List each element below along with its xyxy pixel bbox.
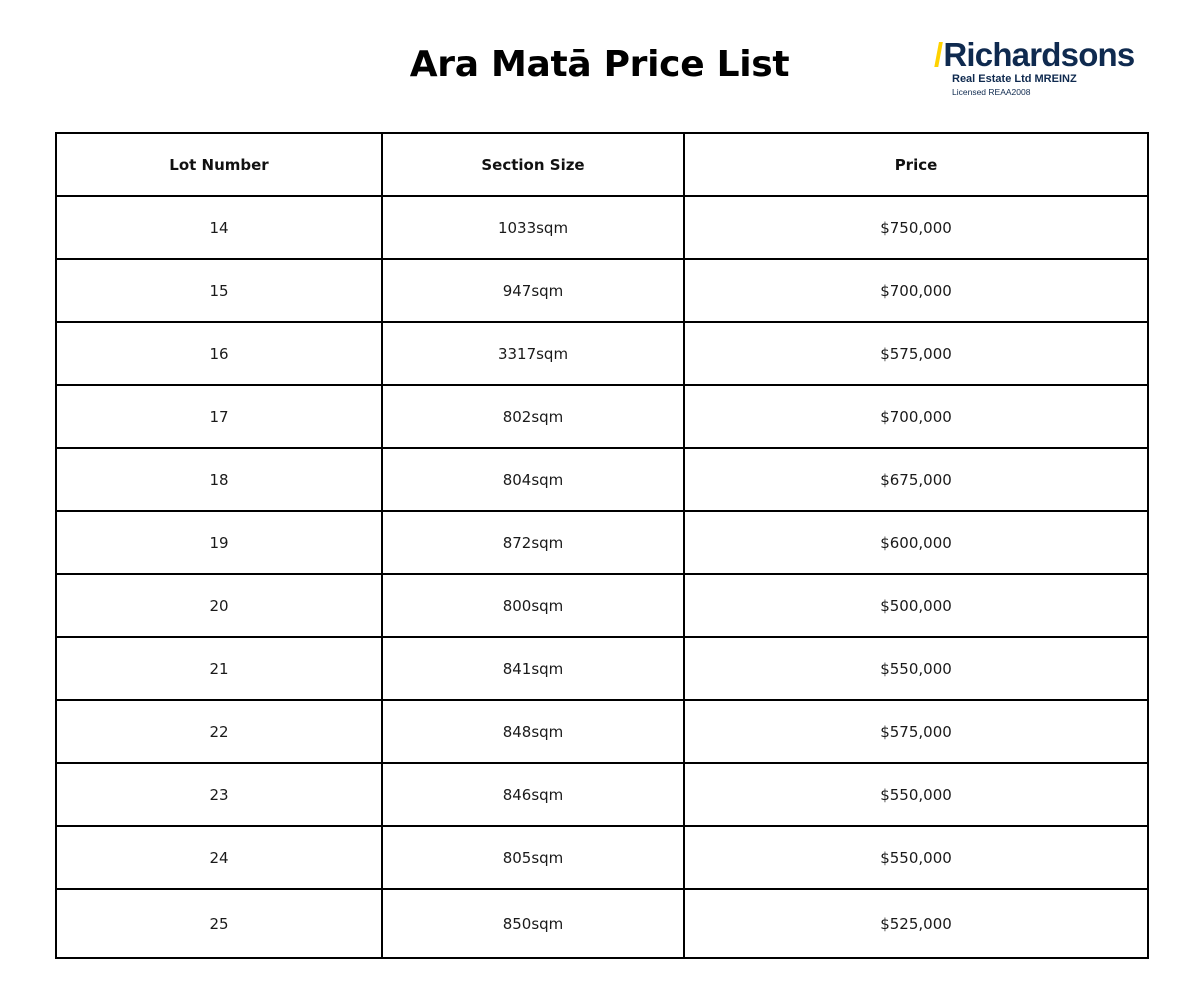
lot-number-cell: 23 (56, 763, 382, 826)
price-cell: $500,000 (684, 574, 1148, 637)
lot-number-cell: 19 (56, 511, 382, 574)
logo-slash: / (934, 36, 943, 73)
table-row (56, 637, 1148, 700)
price-cell: $700,000 (684, 385, 1148, 448)
section-size-cell: 872sqm (382, 511, 684, 574)
table-header-row (56, 133, 1148, 196)
price-cell: $525,000 (684, 889, 1148, 958)
lot-number-cell: 15 (56, 259, 382, 322)
price-cell: $575,000 (684, 700, 1148, 763)
table-row (56, 196, 1148, 259)
table-row (56, 574, 1148, 637)
price-cell: $550,000 (684, 826, 1148, 889)
price-cell: $675,000 (684, 448, 1148, 511)
table-row (56, 385, 1148, 448)
section-size-cell: 1033sqm (382, 196, 684, 259)
price-table (55, 132, 1149, 959)
section-size-cell: 800sqm (382, 574, 684, 637)
price-cell: $550,000 (684, 637, 1148, 700)
table-row (56, 448, 1148, 511)
price-cell: $575,000 (684, 322, 1148, 385)
lot-number-cell: 14 (56, 196, 382, 259)
logo-subtitle: Real Estate Ltd MREINZ (952, 73, 1077, 85)
section-size-cell: 841sqm (382, 637, 684, 700)
price-cell: $700,000 (684, 259, 1148, 322)
lot-number-cell: 20 (56, 574, 382, 637)
table-row (56, 259, 1148, 322)
price-cell: $750,000 (684, 196, 1148, 259)
price-cell: $550,000 (684, 763, 1148, 826)
table-row (56, 763, 1148, 826)
section-size-cell: 804sqm (382, 448, 684, 511)
section-size-cell: 850sqm (382, 889, 684, 958)
lot-number-cell: 16 (56, 322, 382, 385)
section-size-cell: 805sqm (382, 826, 684, 889)
richardsons-logo (934, 36, 1164, 102)
table-row (56, 700, 1148, 763)
section-size-cell: 947sqm (382, 259, 684, 322)
header-section-size: Section Size (382, 133, 684, 196)
section-size-cell: 846sqm (382, 763, 684, 826)
table-row (56, 322, 1148, 385)
section-size-cell: 848sqm (382, 700, 684, 763)
header-price: Price (684, 133, 1148, 196)
table-row (56, 511, 1148, 574)
table-row (56, 826, 1148, 889)
lot-number-cell: 25 (56, 889, 382, 958)
price-cell: $600,000 (684, 511, 1148, 574)
lot-number-cell: 18 (56, 448, 382, 511)
lot-number-cell: 24 (56, 826, 382, 889)
lot-number-cell: 17 (56, 385, 382, 448)
header-lot-number: Lot Number (56, 133, 382, 196)
section-size-cell: 3317sqm (382, 322, 684, 385)
table-row (56, 889, 1148, 958)
page-title: Ara Matā Price List (409, 44, 790, 85)
lot-number-cell: 21 (56, 637, 382, 700)
lot-number-cell: 22 (56, 700, 382, 763)
section-size-cell: 802sqm (382, 385, 684, 448)
logo-name: Richardsons (943, 36, 1135, 73)
logo-wordmark (934, 36, 1134, 74)
logo-license: Licensed REAA2008 (952, 87, 1031, 97)
